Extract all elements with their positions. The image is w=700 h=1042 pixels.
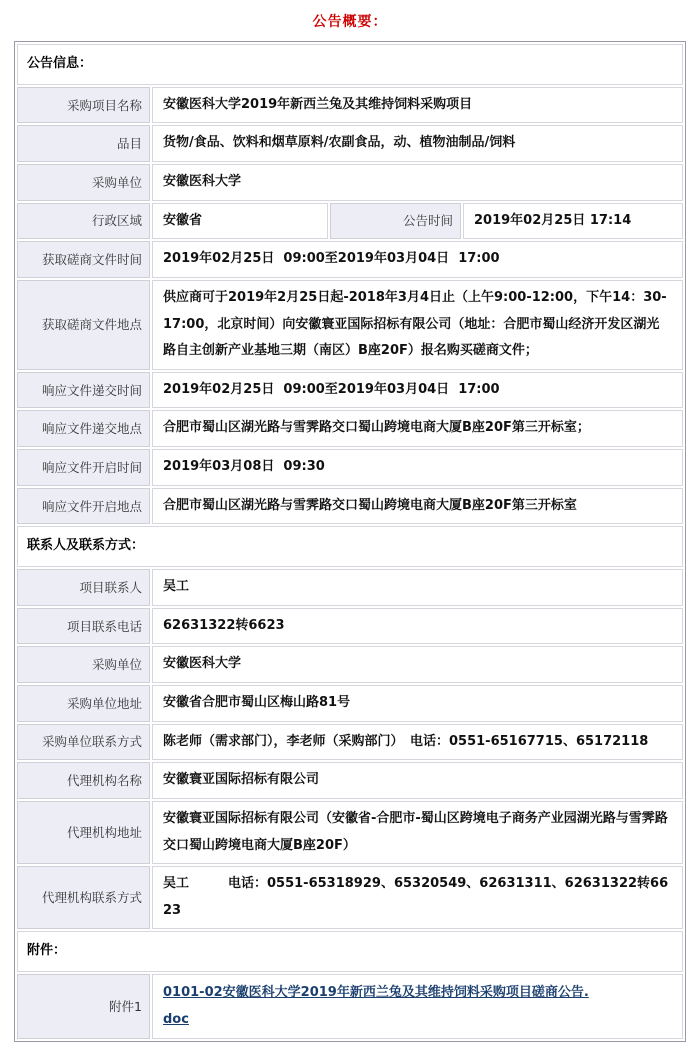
- field-value: 供应商可于2019年2月25日起-2018年3月4日止（上午9:00-12:00，下午14：30-17:00，北京时间）向安徽寰亚国际招标有限公司（地址：合肥市蜀山经济开发区湖光路自主创新产业基地三期（南区）B座20F）报名购买磋商文件；: [152, 280, 683, 370]
- summary-table-body: [17, 44, 683, 1039]
- table-row: [17, 974, 683, 1039]
- field-label: 采购项目名称: [17, 87, 150, 124]
- field-value: 货物/食品、饮料和烟草原料/农副食品，动、植物油制品/饲料: [152, 125, 683, 162]
- field-label: 附件1: [17, 974, 150, 1039]
- field-value: 62631322转6623: [152, 608, 683, 645]
- field-value: 吴工 电话：0551-65318929、65320549、62631311、62631322转6623: [152, 866, 683, 929]
- table-row: [17, 203, 683, 240]
- section-header: 公告信息：: [17, 44, 683, 85]
- table-row: [17, 449, 683, 486]
- field-value: 2019年02月25日 09:00至2019年03月04日 17:00: [152, 241, 683, 278]
- field-value: 安徽医科大学2019年新西兰兔及其维持饲料采购项目: [152, 87, 683, 124]
- field-value: 合肥市蜀山区湖光路与雪霁路交口蜀山跨境电商大厦B座20F第三开标室；: [152, 410, 683, 447]
- page-title: 公告概要：: [312, 14, 388, 30]
- table-row: [17, 569, 683, 606]
- field-label: 采购单位: [17, 646, 150, 683]
- announcement-summary-table: [14, 41, 686, 1042]
- section-header: 联系人及联系方式：: [17, 526, 683, 567]
- field-value: 安徽医科大学: [152, 164, 683, 201]
- field-label: 品目: [17, 125, 150, 162]
- table-row: [17, 526, 683, 567]
- table-row: [17, 410, 683, 447]
- table-row: [17, 762, 683, 799]
- table-row: [17, 125, 683, 162]
- field-label: 代理机构联系方式: [17, 866, 150, 929]
- field-value: 2019年02月25日 17:14: [463, 203, 683, 240]
- field-label: 代理机构地址: [17, 801, 150, 864]
- table-row: [17, 724, 683, 761]
- field-label: 响应文件递交地点: [17, 410, 150, 447]
- field-label: 采购单位地址: [17, 685, 150, 722]
- field-label: 项目联系电话: [17, 608, 150, 645]
- field-value: 安徽省合肥市蜀山区梅山路81号: [152, 685, 683, 722]
- table-row: [17, 44, 683, 85]
- field-label: 采购单位联系方式: [17, 724, 150, 761]
- field-label: 代理机构名称: [17, 762, 150, 799]
- field-label: 采购单位: [17, 164, 150, 201]
- table-row: [17, 646, 683, 683]
- table-row: [17, 280, 683, 370]
- table-row: [17, 87, 683, 124]
- field-label: 响应文件开启时间: [17, 449, 150, 486]
- field-label: 项目联系人: [17, 569, 150, 606]
- table-row: [17, 608, 683, 645]
- table-row: [17, 866, 683, 929]
- field-value: 安徽寰亚国际招标有限公司（安徽省-合肥市-蜀山区跨境电子商务产业园湖光路与雪霁路交口蜀山跨境电商大厦B座20F）: [152, 801, 683, 864]
- field-label: 获取磋商文件时间: [17, 241, 150, 278]
- field-value: 陈老师（需求部门），李老师（采购部门） 电话：0551-65167715、65172118: [152, 724, 683, 761]
- field-label: 响应文件开启地点: [17, 488, 150, 525]
- attachment-cell: [152, 974, 683, 1039]
- field-value: 合肥市蜀山区湖光路与雪霁路交口蜀山跨境电商大厦B座20F第三开标室: [152, 488, 683, 525]
- field-value: 安徽省: [152, 203, 328, 240]
- section-header: 附件：: [17, 931, 683, 972]
- table-row: [17, 372, 683, 409]
- table-row: [17, 164, 683, 201]
- field-label: 行政区域: [17, 203, 150, 240]
- field-value: 安徽医科大学: [152, 646, 683, 683]
- field-label: 响应文件递交时间: [17, 372, 150, 409]
- field-label: 获取磋商文件地点: [17, 280, 150, 370]
- table-row: [17, 488, 683, 525]
- table-row: [17, 685, 683, 722]
- field-value: 2019年02月25日 09:00至2019年03月04日 17:00: [152, 372, 683, 409]
- attachment-link[interactable]: 0101-02安徽医科大学2019年新西兰兔及其维持饲料采购项目磋商公告.doc: [163, 985, 589, 1028]
- field-value: 吴工: [152, 569, 683, 606]
- table-row: [17, 931, 683, 972]
- field-value: 2019年03月08日 09:30: [152, 449, 683, 486]
- table-row: [17, 241, 683, 278]
- table-row: [17, 801, 683, 864]
- field-label: 公告时间: [330, 203, 461, 240]
- field-value: 安徽寰亚国际招标有限公司: [152, 762, 683, 799]
